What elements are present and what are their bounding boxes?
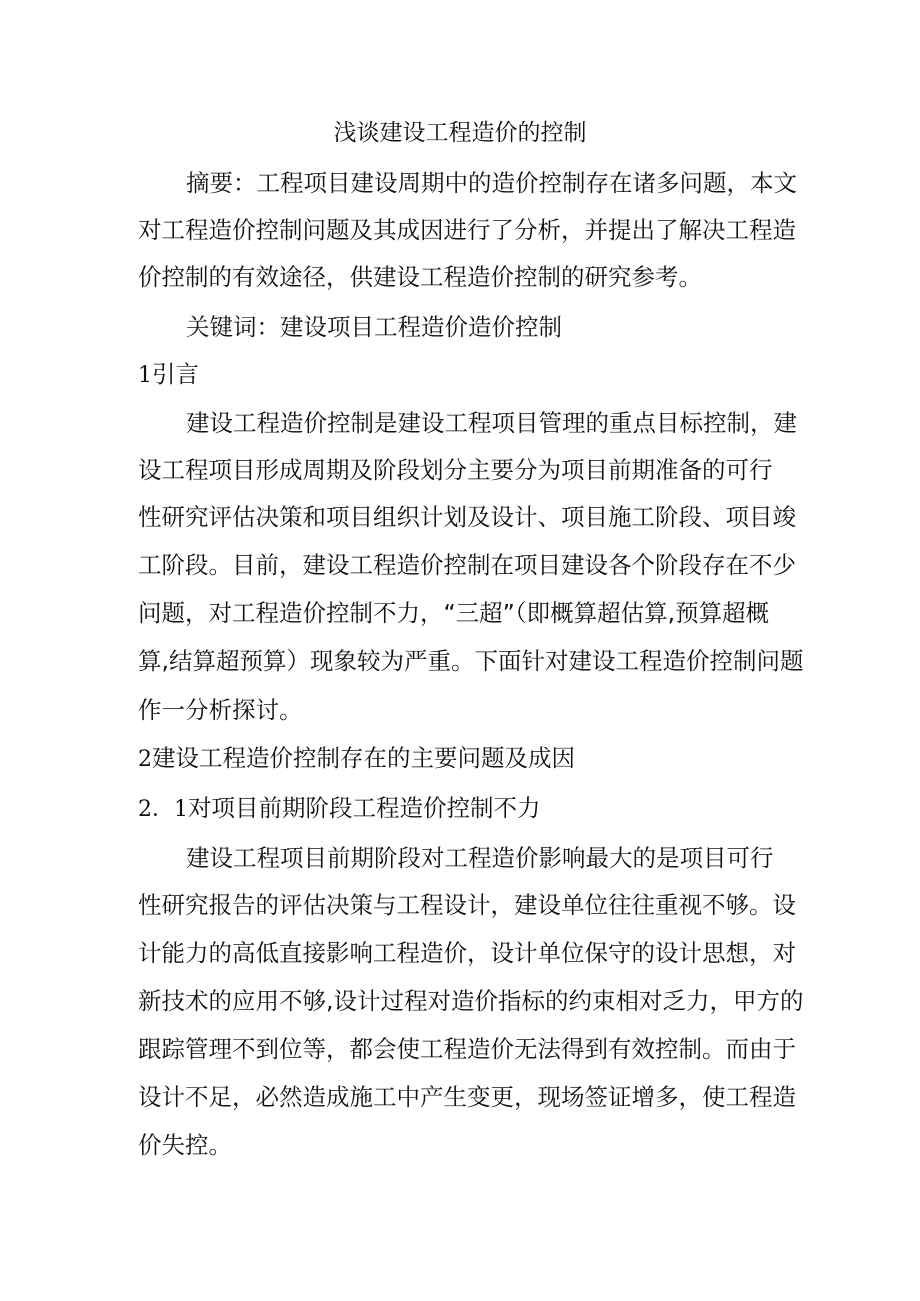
body-line: 跟踪管理不到位等，都会使工程造价无法得到有效控制。而由于 bbox=[138, 1035, 796, 1063]
section-number: 1 bbox=[138, 363, 152, 388]
body-line: 性研究评估决策和项目组织计划及设计、项目施工阶段、项目竣 bbox=[138, 503, 796, 531]
abstract-line: 对工程造价控制问题及其成因进行了分析，并提出了解决工程造 bbox=[138, 216, 796, 244]
body-line: 建设工程造价控制是建设工程项目管理的重点目标控制，建 bbox=[186, 409, 797, 437]
body-line: 新技术的应用不够,设计过程对造价指标的约束相对乏力，甲方的 bbox=[138, 987, 804, 1015]
body-line: 价失控。 bbox=[138, 1131, 232, 1159]
section-1-heading bbox=[138, 358, 199, 392]
section-title: 引言 bbox=[152, 360, 199, 388]
abstract-line: 价控制的有效途径，供建设工程造价控制的研究参考。 bbox=[138, 263, 702, 291]
body-line: 算,结算超预算）现象较为严重。下面针对建设工程造价控制问题 bbox=[138, 647, 804, 675]
body-line: 作一分析探讨。 bbox=[138, 696, 303, 724]
body-line: 建设工程项目前期阶段对工程造价影响最大的是项目可行 bbox=[186, 844, 774, 872]
document-title: 浅谈建设工程造价的控制 bbox=[333, 120, 587, 146]
body-line: 设工程项目形成周期及阶段划分主要分为项目前期准备的可行 bbox=[138, 456, 773, 484]
body-line: 工阶段。目前，建设工程造价控制在项目建设各个阶段存在不少 bbox=[138, 551, 796, 579]
section-number: 2 bbox=[138, 747, 152, 772]
body-line: 设计不足，必然造成施工中产生变更，现场签证增多，使工程造 bbox=[138, 1083, 796, 1111]
section-title: 建设工程造价控制存在的主要问题及成因 bbox=[152, 744, 575, 772]
section-number: 2．1 bbox=[138, 797, 188, 822]
section-2-1-heading bbox=[138, 792, 541, 826]
abstract-line: 摘要：工程项目建设周期中的造价控制存在诸多问题，本文 bbox=[186, 169, 797, 197]
body-line: 计能力的高低直接影响工程造价，设计单位保守的设计思想，对 bbox=[138, 939, 796, 967]
keywords-line: 关键词：建设项目工程造价造价控制 bbox=[186, 313, 562, 341]
body-line: 问题，对工程造价控制不力，“三超”（即概算超估算,预算超概 bbox=[138, 599, 770, 627]
section-title: 对项目前期阶段工程造价控制不力 bbox=[188, 794, 541, 822]
section-2-heading bbox=[138, 742, 575, 776]
body-line: 性研究报告的评估决策与工程设计，建设单位往往重视不够。设 bbox=[138, 891, 796, 919]
